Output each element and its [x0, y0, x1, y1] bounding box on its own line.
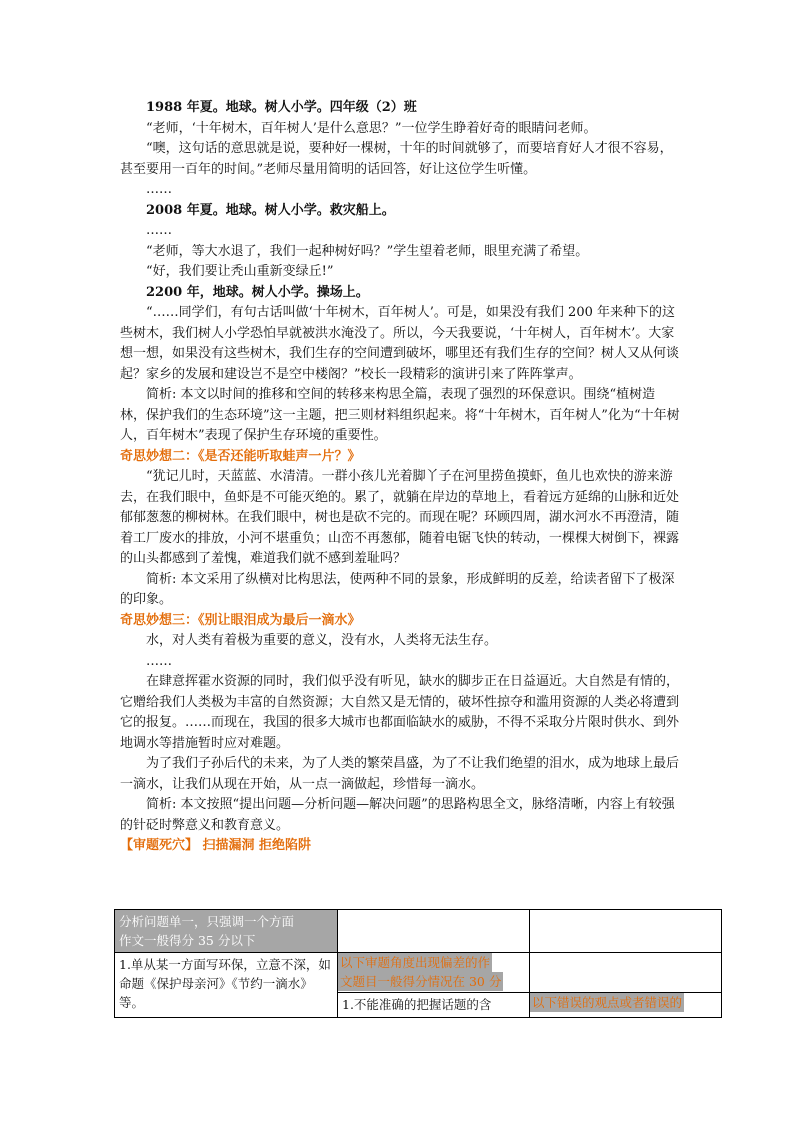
story-3-heading: 2200 年，地球。树人小学。操场上。 — [146, 284, 369, 300]
table-row — [115, 953, 722, 993]
story-2-ellipsis: …… — [146, 223, 172, 238]
idea-2-analysis: 简析: 本文采用了纵横对比构思法，使两种不同的景象，形成鲜明的反差，给读者留下了极深的印象。 — [120, 571, 675, 607]
story-1 — [120, 98, 680, 857]
story-1-ellipsis: …… — [146, 182, 172, 197]
idea-3-para-1: 在肆意挥霍水资源的同时，我们似乎没有听见，缺水的脚步正在日益逼近。大自然是有情的，它赠给我们人类极为丰富的自然资源；大自然又是无情的，破坏性掠夺和滥用资源的人类必将遭到它的报复。……而现在，我国的很多大城市也都面临缺水的威胁，不得不采取分片限时供水、到外地调水等措施暂时应对难题。 — [120, 674, 680, 751]
idea-3-para-2: 为了我们子孙后代的未来，为了人类的繁荣昌盛，为了不让我们绝望的泪水，成为地球上最后一滴水，让我们从现在开始，从一点一滴做起，珍惜每一滴水。 — [120, 756, 680, 792]
idea-2-heading: 奇思妙想二：《是否还能听取蛙声一片？》 — [120, 448, 361, 464]
review-table — [114, 909, 722, 1018]
table-cell — [530, 953, 722, 993]
story-2-line-2: “好，我们要让秃山重新变绿丘!” — [146, 264, 334, 279]
review-heading: 【审题死穴】 扫描漏洞 拒绝陷阱 — [120, 838, 312, 853]
table-cell-text: 文题目一般得分情况在 30 分 — [340, 974, 502, 989]
table-cell — [338, 993, 530, 1018]
table-cell — [115, 910, 338, 953]
story-3-speech: “……同学们，有句古话叫做‘十年树木，百年树人’。可是，如果没有我们 200 年来种下的这些树木，我们树人小学恐怕早就被洪水淹没了。所以，今天我要说，‘十年树人，百年树木’。大家想一想，如果没有这些树木，我们生存的空间遭到破坏，哪里还有我们生存的空间？树人又从何谈起？家乡的发展和建设岂不是空中楼阁？”校长一段精彩的演讲引来了阵阵掌声。 — [120, 305, 680, 382]
idea-3-heading: 奇思妙想三：《别让眼泪成为最后一滴水》 — [120, 612, 361, 628]
story-3-analysis: 简析: 本文以时间的推移和空间的转移来构思全篇，表现了强烈的环保意识。围绕“植树造林，保护我们的生态环境”这一主题，把三则材料组织起来。将“十年树木，百年树人”化为“十年树人，百年树木”表现了保护生存环境的重要性。 — [120, 387, 680, 443]
story-1-line-1: “老师，‘十年树木，百年树人’是什么意思？”一位学生睁着好奇的眼睛问老师。 — [146, 120, 597, 136]
story-2-heading: 2008 年夏。地球。树人小学。救灾船上。 — [146, 202, 395, 218]
table-row — [115, 910, 722, 953]
idea-2-body: “犹记儿时，天蓝蓝、水清清。一群小孩儿光着脚丫子在河里捞鱼摸虾，鱼儿也欢快的游来游去，在我们眼中，鱼虾是不可能灭绝的。累了，就躺在岸边的草地上，看着远方延绵的山脉和近处郁郁葱葱的柳树林。在我们眼中，树也是砍不完的。而现在呢？环顾四周，湖水河水不再澄清，随着工厂废水的排放，小河不堪重负；山峦不再葱郁，随着电锯飞快的转动，一棵棵大树倒下，裸露的山头都感到了羞愧，难道我们就不感到羞耻吗？ — [120, 469, 680, 566]
table-cell — [338, 910, 530, 953]
table-cell — [115, 953, 338, 1018]
table-cell-text: 作文一般得分 35 分以下 — [119, 933, 256, 948]
table-cell — [338, 953, 530, 993]
table-cell-text: 以下错误的观点或者错误的 — [532, 995, 683, 1011]
idea-3-analysis: 简析: 本文按照“提出问题—分析问题—解决问题”的思路构思全文，脉络清晰，内容上有较强的针砭时弊意义和教育意义。 — [120, 797, 675, 833]
story-1-line-2: “噢，这句话的意思就是说，要种好一棵树，十年的时间就够了，而要培育好人才很不容易，甚至要用一百年的时间。”老师尽量用简明的话回答，好让这位学生听懂。 — [120, 141, 673, 177]
table-cell-text: 分析问题单一，只强调一个方面 — [119, 914, 295, 929]
table-cell-text: 1.单从某一方面写环保，立意不深，如命题《保护母亲河》《节约一滴水》等。 — [119, 957, 331, 1010]
idea-3-intro: 水，对人类有着极为重要的意义，没有水，人类将无法生存。 — [146, 633, 498, 648]
story-1-heading: 1988 年夏。地球。树人小学。四年级（2）班 — [146, 100, 417, 115]
table-cell-text: 1.不能准确的把握话题的含 — [342, 997, 492, 1013]
table-cell — [530, 910, 722, 953]
table-cell — [530, 993, 722, 1018]
story-2-line-1: “老师，等大水退了，我们一起种树好吗？”学生望着老师，眼里充满了希望。 — [146, 243, 589, 259]
table-cell-text: 以下审题角度出现偏差的作 — [340, 955, 491, 970]
idea-3-ellipsis: …… — [146, 653, 172, 669]
